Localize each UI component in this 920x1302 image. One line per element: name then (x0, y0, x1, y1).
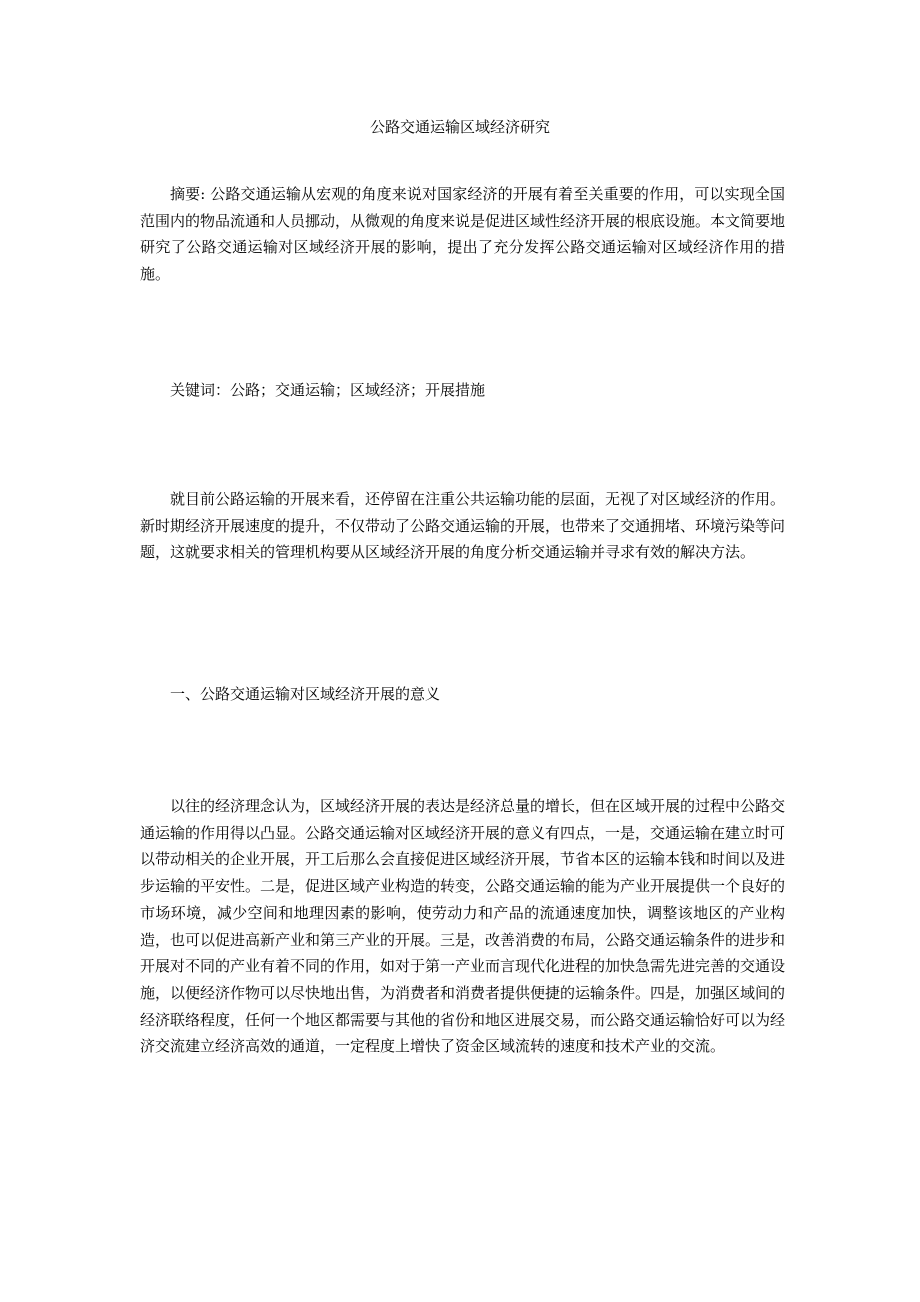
intro-paragraph: 就目前公路运输的开展来看，还停留在注重公共运输功能的层面，无视了对区域经济的作用。新时期经济开展速度的提升，不仅带动了公路交通运输的开展，也带来了交通拥堵、环境污染等问题，这就要求相关的管理机构要从区域经济开展的角度分析交通运输并寻求有效的解决方法。 (140, 490, 786, 562)
section-body-paragraph: 以往的经济理念认为，区域经济开展的表达是经济总量的增长，但在区域开展的过程中公路交通运输的作用得以凸显。公路交通运输对区域经济开展的意义有四点，一是，交通运输在建立时可以带动相关的企业开展，开工后那么会直接促进区域经济开展，节省本区的运输本钱和时间以及进步运输的平安性。二是，促进区域产业构造的转变，公路交通运输的能为产业开展提供一个良好的市场环境，减少空间和地理因素的影响，使劳动力和产品的流通速度加快，调整该地区的产业构造，也可以促进高新产业和第三产业的开展。三是，改善消费的布局，公路交通运输条件的进步和开展对不同的产业有着不同的作用，如对于第一产业而言现代化进程的加快急需先进完善的交通设施，以便经济作物可以尽快地出售，为消费者和消费者提供便捷的运输条件。四是，加强区域间的经济联络程度，任何一个地区都需要与其他的省份和地区进展交易，而公路交通运输恰好可以为经济交流建立经济高效的通道，一定程度上增快了资金区域流转的速度和技术产业的交流。 (140, 797, 786, 1056)
abstract-paragraph: 摘要: 公路交通运输从宏观的角度来说对国家经济的开展有着至关重要的作用，可以实现全国范围内的物品流通和人员挪动，从微观的角度来说是促进区域性经济开展的根底设施。本文简要地研究了公路交通运输对区域经济开展的影响，提出了充分发挥公路交通运输对区域经济作用的措施。 (140, 185, 786, 284)
keywords-line: 关键词：公路；交通运输；区域经济；开展措施 (170, 381, 486, 399)
section-heading: 一、公路交通运输对区域经济开展的意义 (170, 685, 441, 703)
document-title: 公路交通运输区域经济研究 (369, 118, 550, 136)
